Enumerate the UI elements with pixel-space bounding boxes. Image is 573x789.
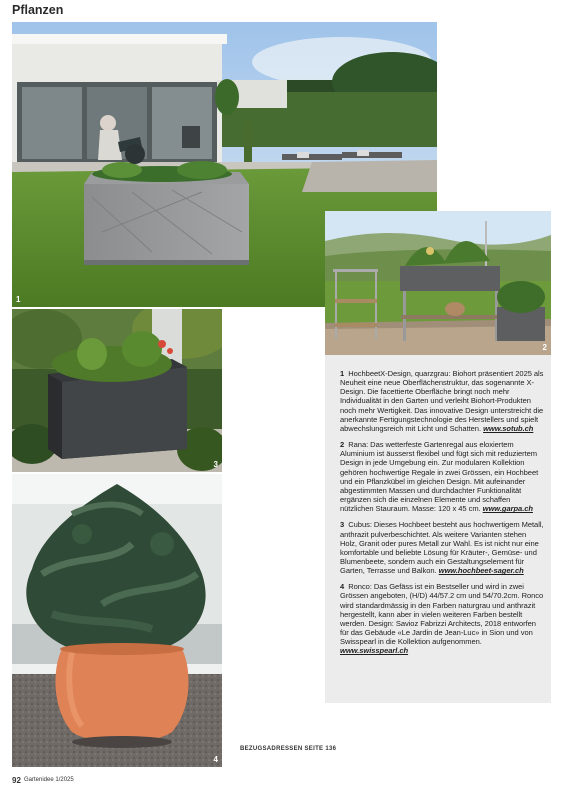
caption-4-link[interactable]: www.swisspearl.ch (340, 646, 409, 656)
caption-2-text: Rana: Das wetterfeste Gartenregal aus eloxiertem Aluminium ist äusserst flexibel und fügt sich mit reduziertem Design in jede Umgebung ein. Zur modularen Kollektion gehören hochwertige Regale in zwei Grössen, ein Hochbeet und ein Pflanzkübel im gleichen Design. Mit aufeinander abgestimmten Massen und durchdachter Funktionalität ergänzen sich die einzelnen Elemente und schaffen nützlichen Stauraum. Masse: 120 x 45 cm. (340, 440, 539, 514)
photo-number-1: 1 (16, 295, 21, 304)
publication-name: Gartenidee 1/2025 (24, 777, 74, 783)
caption-3-link[interactable]: www.hochbeet-sager.ch (438, 566, 524, 576)
bezugsadressen-note: BEZUGSADRESSEN SEITE 136 (240, 746, 337, 752)
photo-2-garden-shelf (325, 211, 551, 355)
photo-number-4: 4 (213, 755, 218, 764)
caption-2 (340, 440, 545, 513)
caption-2-number: 2 (340, 440, 345, 450)
caption-4 (340, 582, 545, 655)
photo-2-image (325, 211, 551, 355)
photo-number-2: 2 (542, 343, 547, 352)
page-number: 92 (12, 776, 21, 785)
caption-3 (340, 520, 545, 575)
caption-1-number: 1 (340, 369, 345, 378)
section-title: Pflanzen (12, 3, 64, 17)
caption-3-number: 3 (340, 520, 345, 530)
caption-2-link[interactable]: www.garpa.ch (482, 504, 533, 514)
caption-4-number: 4 (340, 582, 345, 592)
caption-3-text: Cubus: Dieses Hochbeet besteht aus hochwertigem Metall, anthrazit pulverbeschichtet. Als weitere Varianten stehen Holz, Granit oder pures Metall zur Wahl. Es ist nicht nur eine komfortable und beliebte Lösung für Kräuter-, Gemüse- und Blumenbeete, sondern auch ein Gestaltungselement für Garten, Terrasse und Balkon. (340, 520, 544, 576)
photo-3-dark-planter (12, 309, 222, 472)
photo-3-image (12, 309, 222, 472)
photo-number-3: 3 (213, 460, 218, 469)
caption-4-text: Ronco: Das Gefäss ist ein Bestseller und wird in zwei Grössen angeboten, (H/D) 44/57.2 cm und 54/70.2cm. Ronco wird standardmässig in den Farben naturgrau und anthrazit hergestellt, kann aber in vielen weiteren Farben bestellt werden. Design: Savioz Fabrizzi Architects, 2018 entworfen für das Gebäude «Le Jardin de Jean-Luc» in Sion und von Swisspearl in die Kollektion aufgenommen. (340, 582, 544, 647)
photo-4-image (12, 474, 222, 767)
caption-1-link[interactable]: www.sotub.ch (483, 423, 534, 433)
caption-1 (340, 369, 545, 433)
caption-list (340, 369, 545, 663)
caption-1-text: HochbeetX-Design, quarzgrau: Biohort präsentiert 2025 als Neuheit eine neue Oberflächenstruktur, das sogenannte X-Design. Die facettierte Oberfläche bringt noch mehr Individualität in den Garten und verleiht Biohort-Produkten noch mehr Wertigkeit. Das innovative Design unterstreicht die anerkannte Fertigungstechnologie des Herstellers und spielt abwechslungsreich mit Licht und Schatten. (340, 369, 544, 433)
photo-4-terracotta-pot (12, 474, 222, 767)
